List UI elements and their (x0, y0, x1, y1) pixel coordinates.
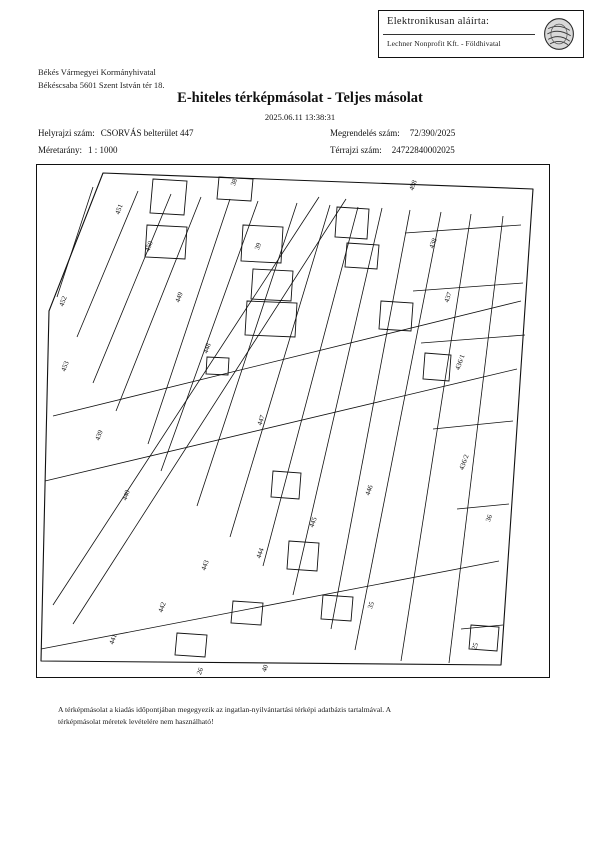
stamp-subtitle: Lechner Nonprofit Kft. - Földhivatal (387, 39, 501, 48)
office-address: Békéscsaba 5601 Szent István tér 18. (38, 80, 165, 90)
parcel-label: 447 (255, 414, 267, 427)
scale-field (38, 145, 118, 155)
disclaimer-line-2: térképmásolat méretek levételére nem használható! (58, 717, 214, 726)
parcel-label: 442 (156, 601, 168, 614)
parcel-label: 446 (363, 484, 375, 497)
parcel-label: 437 (442, 291, 454, 304)
parcel-label: 440 (120, 489, 132, 502)
parcel-label: 498 (407, 179, 419, 192)
parcel-label: 438 (427, 237, 439, 250)
map-id-field (330, 145, 455, 155)
office-name: Békés Vármegyei Kormányhivatal (38, 67, 156, 77)
parcel-label: 436/2 (457, 453, 471, 472)
scale-value: 1 : 1000 (87, 145, 118, 155)
stamp-divider (383, 34, 535, 35)
parcel-label: 445 (307, 516, 319, 529)
parcel-number-value: CSORVÁS belterület 447 (100, 128, 194, 138)
parcel-label: 451 (113, 203, 125, 216)
parcel-label: 26 (195, 666, 206, 676)
parcel-label: 439 (93, 429, 105, 442)
order-number-value: 72/390/2025 (409, 128, 456, 138)
map-drawing (37, 165, 549, 677)
parcel-number-label: Helyrajzi szám: (38, 128, 95, 138)
disclaimer-line-1: A térképmásolat a kiadás időpontjában megegyezik az ingatlan-nyilvántartási térképi adatbázis tartalmával. A (58, 705, 392, 714)
cadastral-map (36, 164, 550, 678)
parcel-label: 39 (253, 241, 264, 251)
parcel-number-field (38, 128, 194, 138)
seal-icon (541, 16, 577, 52)
parcel-label: 444 (254, 547, 266, 560)
map-id-value: 24722840002025 (391, 145, 455, 155)
parcel-label: 450 (143, 240, 155, 253)
parcel-label: 40 (260, 663, 271, 673)
electronic-signature-stamp (378, 10, 584, 58)
page-title: E-hiteles térképmásolat - Teljes másolat (177, 90, 423, 106)
disclaimer-note (58, 704, 518, 728)
scale-label: Méretarány: (38, 145, 82, 155)
parcel-label: 441 (107, 633, 119, 646)
parcel-label: 38 (229, 177, 240, 187)
order-number-label: Megrendelés szám: (330, 128, 400, 138)
parcel-lines (41, 187, 525, 663)
parcel-label: 36 (484, 513, 495, 523)
parcel-label: 452 (57, 295, 69, 308)
parcel-label: 448 (201, 342, 213, 355)
parcel-label: 453 (59, 360, 71, 373)
parcel-label: 443 (199, 559, 211, 572)
issuing-office (38, 66, 165, 92)
parcel-label: 25 (470, 641, 481, 651)
map-id-label: Térrajzi szám: (330, 145, 382, 155)
parcel-label: 436/1 (453, 353, 467, 372)
parcel-label: 35 (366, 600, 377, 610)
order-number-field (330, 128, 455, 138)
parcel-label: 449 (173, 291, 185, 304)
stamp-title: Elektronikusan aláírta: (387, 16, 490, 27)
building-footprints (145, 177, 499, 657)
issue-timestamp: 2025.06.11 13:38:31 (264, 112, 336, 122)
